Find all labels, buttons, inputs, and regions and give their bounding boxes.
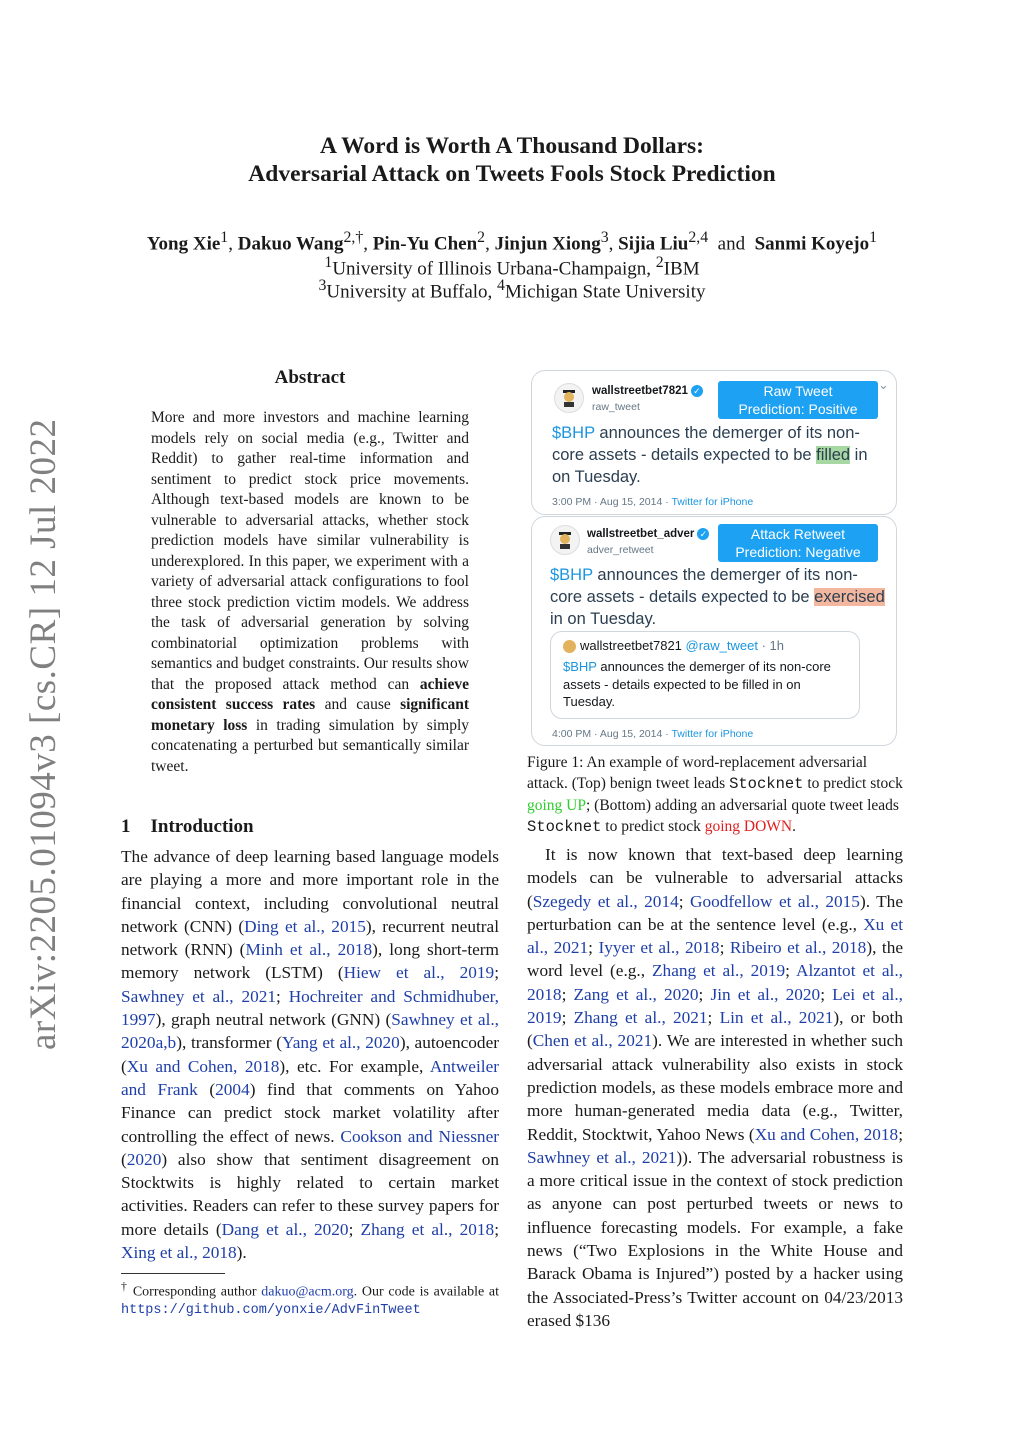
author-name: Pin-Yu Chen — [372, 233, 478, 255]
citation-link[interactable]: 2004 — [215, 1079, 250, 1099]
attack-tweet-card — [531, 516, 897, 746]
tweet-username[interactable]: wallstreetbet7821 ✓ — [592, 385, 703, 397]
citation-link[interactable]: 2020 — [126, 1149, 162, 1169]
citation-link[interactable]: Xing et al., 2018 — [121, 1243, 237, 1263]
abstract-heading: Abstract — [274, 367, 346, 388]
citation-link[interactable]: Dang et al., 2020 — [221, 1219, 349, 1239]
tweet-username[interactable]: wallstreetbet_adver ✓ — [587, 528, 709, 540]
figure-caption: Figure 1: An example of word-replacement adversarial attack. (Top) benign tweet leads Stocknet to predict stock going UP; (Bottom) adding an adversarial quote tweet leads Stocknet to predict stock going DOWN. — [527, 754, 903, 836]
code-url-link[interactable]: https://github.com/yonxie/AdvFinTweet — [121, 1302, 421, 1318]
citation-link[interactable]: Hochreiter and Schmidhuber, 1997 — [121, 986, 499, 1030]
citation-link[interactable]: Sawhney et al., 2020a,b — [121, 1010, 500, 1053]
email-link[interactable]: dakuo@acm.org — [261, 1284, 354, 1300]
quoted-tweet[interactable] — [550, 631, 860, 719]
citation-link[interactable]: Minh et al., 2018 — [245, 940, 373, 960]
affiliation-line-1: $^1$University of Illinois Urbana-Champaign, $^2$IBM — [324, 254, 700, 280]
replaced-word-original: filled — [816, 446, 851, 464]
citation-link[interactable]: Hiew et al., 2019 — [343, 963, 495, 983]
citation-link[interactable]: Xu and Cohen, 2018 — [126, 1056, 280, 1076]
citation-link[interactable]: Sawhney et al., 2021 — [527, 1147, 677, 1167]
avatar — [563, 640, 576, 653]
citation-link[interactable]: Szegedy et al., 2014 — [532, 891, 679, 911]
author-name: Sijia Liu — [618, 233, 689, 255]
tweet-timestamp: 4:00 PM · Aug 15, 2014 · Twitter for iPhone — [552, 728, 754, 740]
tweet-text: $BHP announces the demerger of its non-core assets - details expected to be exercised in on Tuesday. — [550, 566, 885, 628]
citation-link[interactable]: Chen et al., 2021 — [532, 1031, 653, 1051]
citation-link[interactable]: Alzantot et al., 2018 — [527, 961, 903, 1004]
citation-link[interactable]: Jin et al., 2020 — [710, 984, 821, 1004]
introduction-paragraph: The advance of deep learning based language models are playing a more and more important role in the financial context, including convolutional neutral network (CNN) (Ding et al., 2015), recurrent neutral network (RNN) (Minh et al., 2018), long short-term memory network (LSTM) (Hiew et al., 2019; Sawhney et al., 2021; Hochreiter and Schmidhuber, 1997), graph neutral network (GNN) (Sawhney et al., 2020a,b), transformer (Yang et al., 2020), autoencoder (Xu and Cohen, 2018), etc. For example, Antweiler and Frank (2004) find that comments on Yahoo Finance can predict stock market volatility after controlling the effect of news. Cookson and Niessner (2020) also show that sentiment disagreement on Stocktwits is highly related to certain market activities. Readers can refer to these survey papers for more details (Dang et al., 2020; Zhang et al., 2018; Xing et al., 2018). — [121, 847, 500, 1263]
author-name: Yong Xie — [146, 233, 221, 255]
citation-link[interactable]: Sawhney et al., 2021 — [121, 986, 277, 1006]
paper-title-line-2: Adversarial Attack on Tweets Fools Stock Prediction — [248, 161, 776, 187]
tweet-handle[interactable]: raw_tweet — [592, 401, 640, 413]
citation-link[interactable]: Ding et al., 2015 — [244, 916, 366, 936]
abstract-body: More and more investors and machine learning models rely on social media (e.g., Twitter and Reddit) to gather real-time information and sentiment to predict stock price movements. Although text-based models are known to be vulnerable to adversarial attacks, whether stock prediction models have similar vulnerability is underexplored. In this paper, we experiment with a variety of adversarial attack configurations to fool three stock prediction victim models. We address the task of adversarial generation by solving combinatorial optimization problems with semantics and budget constraints. Our results show that the proposed attack method can achieve consistent success rates and cause significant monetary loss in trading simulation by simply concatenating a perturbed but semantically similar tweet. — [151, 409, 470, 775]
replaced-word-adversarial: exercised — [814, 588, 885, 606]
citation-link[interactable]: Xu and Cohen, 2018 — [754, 1124, 899, 1144]
citation-link[interactable]: Cookson and Niessner — [340, 1126, 499, 1146]
quoted-tweet-header: wallstreetbet7821 @raw_tweet · 1h — [563, 638, 784, 653]
prediction-badge: Attack Retweet Prediction: Negative — [718, 524, 878, 562]
author-name: Sanmi Koyejo — [754, 233, 870, 255]
verified-icon: ✓ — [697, 528, 709, 540]
citation-link[interactable]: Goodfellow et al., 2015 — [689, 891, 860, 911]
tweet-handle[interactable]: adver_retweet — [587, 544, 654, 556]
tweet-text: $BHP announces the demerger of its non-core assets - details expected to be filled in on Tuesday. — [552, 424, 868, 486]
tweet-timestamp: 3:00 PM · Aug 15, 2014 · Twitter for iPhone — [552, 496, 754, 508]
section-heading-introduction: 1 Introduction — [121, 816, 254, 837]
author-name: Dakuo Wang — [237, 233, 344, 255]
avatar — [550, 525, 580, 555]
citation-link[interactable]: Zang et al., 2020 — [573, 984, 699, 1004]
author-name: Jinjun Xiong — [494, 233, 601, 255]
citation-link[interactable]: Iyyer et al., 2018 — [598, 938, 720, 958]
quoted-tweet-text: $BHP announces the demerger of its non-core assets - details expected to be filled in on Tuesday. — [563, 659, 831, 709]
avatar — [554, 383, 584, 413]
citation-link[interactable]: Zhang et al., 2019 — [652, 961, 786, 981]
citation-link[interactable]: Lin et al., 2021 — [719, 1008, 834, 1028]
raw-tweet-card — [531, 370, 897, 515]
author-list: Yong Xie$^1$, Dakuo Wang$^{2,\dagger}$, Pin-Yu Chen$^2$, Jinjun Xiong$^3$, Sijia Liu$^{2,4}$ and Sanmi Koyejo$^1$ — [146, 229, 878, 255]
footnote-rule — [121, 1273, 225, 1274]
chevron-down-icon[interactable]: ⌄ — [878, 377, 889, 392]
footnote: † Corresponding author dakuo@acm.org. Our code is available at https://github.com/yonxie/AdvFinTweet — [121, 1280, 500, 1318]
citation-link[interactable]: Yang et al., 2020 — [281, 1033, 400, 1053]
citation-link[interactable]: Ribeiro et al., 2018 — [729, 938, 867, 958]
affiliation-line-2: $^3$University at Buffalo, $^4$Michigan State University — [318, 277, 706, 303]
citation-link[interactable]: Zhang et al., 2021 — [573, 1008, 708, 1028]
citation-link[interactable]: Xu et al., 2021 — [527, 914, 903, 958]
paper-title-line-1: A Word is Worth A Thousand Dollars: — [320, 133, 704, 159]
prediction-badge: Raw Tweet Prediction: Positive — [718, 381, 878, 419]
citation-link[interactable]: Antweiler and Frank — [121, 1056, 499, 1099]
citation-link[interactable]: Zhang et al., 2018 — [360, 1219, 495, 1239]
citation-link[interactable]: Lei et al., 2019 — [527, 984, 903, 1028]
right-column-paragraph: It is now known that text-based deep learning models can be vulnerable to adversarial attacks (Szegedy et al., 2014; Goodfellow et al., 2015). The perturbation can be at the sentence level (e.g., Xu et al., 2021; Iyyer et al., 2018; Ribeiro et al., 2018), the word level (e.g., Zhang et al., 2019; Alzantot et al., 2018; Zang et al., 2020; Jin et al., 2020; Lei et al., 2019; Zhang et al., 2021; Lin et al., 2021), or both (Chen et al., 2021). We are interested in whether such adversarial attack vulnerability also exists in stock prediction models, as these models embrace more and more human-generated media data (e.g., Twitter, Reddit, Stocktwit, Yahoo News (Xu and Cohen, 2018; Sawhney et al., 2021)). The adversarial robustness is a more critical issue in the context of stock prediction as anyone can post perturbed tweets or news to influence forecasting models. For example, a fake news (“Two Explosions in the White House and Barack Obama is Injured”) posted by a hacker using the Associated-Press’s Twitter account on 04/23/2013 erased $136 — [527, 845, 904, 1330]
verified-icon: ✓ — [691, 385, 703, 397]
arxiv-identifier: arXiv:2205.01094v3 [cs.CR] 12 Jul 2022 — [23, 418, 64, 1050]
